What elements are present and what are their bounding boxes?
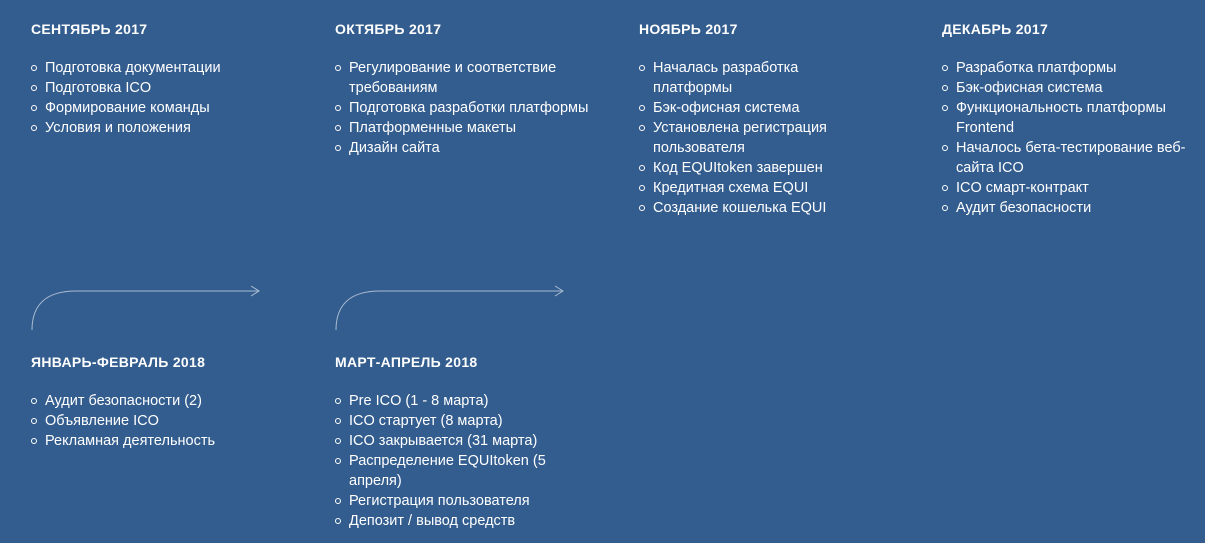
bullet-circle-icon (942, 205, 948, 211)
bullet-circle-icon (31, 125, 37, 131)
bullet-circle-icon (335, 398, 341, 404)
bullet-circle-icon (639, 185, 645, 191)
bullet-circle-icon (31, 65, 37, 71)
bullet-circle-icon (335, 458, 341, 464)
phase-item (639, 118, 854, 158)
phase-items (335, 391, 580, 531)
phase-item-text: Началось бета-тестирование веб-сайта ICO (956, 140, 1186, 176)
phase-item-text: Распределение EQUItoken (5 апреля) (349, 453, 546, 489)
phase-september-2017 (31, 20, 301, 138)
phase-item (335, 391, 580, 411)
phase-item (942, 198, 1187, 218)
phase-december-2017 (942, 20, 1187, 218)
phase-item (639, 158, 854, 178)
phase-item (639, 198, 854, 218)
phase-item (31, 78, 301, 98)
bullet-circle-icon (335, 145, 341, 151)
bullet-circle-icon (335, 65, 341, 71)
phase-item (335, 431, 580, 451)
phase-item-text: Установлена регистрация пользователя (653, 120, 827, 156)
phase-items (335, 58, 590, 158)
phase-item-text: Аудит безопасности (2) (45, 393, 202, 409)
phase-item-text: Дизайн сайта (349, 140, 440, 156)
phase-item (335, 451, 580, 491)
bullet-circle-icon (942, 145, 948, 151)
phase-item-text: ICO закрывается (31 марта) (349, 433, 538, 449)
phase-items (639, 58, 854, 218)
phase-item-text: Код EQUItoken завершен (653, 160, 823, 176)
phase-items (31, 58, 301, 138)
phase-item-text: Регулирование и соответствие требованиям (349, 60, 557, 96)
phase-title: МАРТ-АПРЕЛЬ 2018 (335, 354, 478, 370)
phase-item-text: Создание кошелька EQUI (653, 200, 827, 216)
bullet-circle-icon (639, 165, 645, 171)
phase-item (942, 138, 1187, 178)
phase-item-text: Бэк-офисная система (956, 80, 1103, 96)
phase-item (31, 98, 301, 118)
phase-item (31, 391, 301, 411)
phase-item (639, 178, 854, 198)
phase-october-2017 (335, 20, 590, 158)
phase-item-text: Кредитная схема EQUI (653, 180, 809, 196)
phase-items (31, 391, 301, 451)
bullet-circle-icon (31, 418, 37, 424)
phase-item-text: Подготовка разработки платформы (349, 100, 589, 116)
timeline-connector-arrow-icon (28, 280, 268, 335)
phase-item-text: Формирование команды (45, 100, 210, 116)
bullet-circle-icon (31, 105, 37, 111)
bullet-circle-icon (335, 418, 341, 424)
phase-item-text: Платформенные макеты (349, 120, 517, 136)
bullet-circle-icon (335, 498, 341, 504)
phase-item (942, 78, 1187, 98)
phase-item (31, 431, 301, 451)
phase-item (335, 118, 590, 138)
phase-item-text: Разработка платформы (956, 60, 1117, 76)
bullet-circle-icon (335, 105, 341, 111)
phase-title: ОКТЯБРЬ 2017 (335, 21, 442, 37)
phase-item (335, 491, 580, 511)
bullet-circle-icon (31, 398, 37, 404)
phase-item (31, 118, 301, 138)
bullet-circle-icon (31, 85, 37, 91)
bullet-circle-icon (639, 125, 645, 131)
phase-item (942, 178, 1187, 198)
phase-item-text: Объявление ICO (45, 413, 159, 429)
phase-november-2017 (639, 20, 854, 218)
phase-title: ДЕКАБРЬ 2017 (942, 21, 1049, 37)
phase-item-text: Подготовка ICO (45, 80, 152, 96)
phase-item-text: Регистрация пользователя (349, 493, 530, 509)
phase-march-april-2018 (335, 353, 580, 531)
phase-item (942, 98, 1187, 138)
bullet-circle-icon (639, 65, 645, 71)
phase-item-text: ICO смарт-контракт (956, 180, 1089, 196)
bullet-circle-icon (31, 438, 37, 444)
phase-item (335, 98, 590, 118)
bullet-circle-icon (942, 185, 948, 191)
phase-item-text: Началась разработка платформы (653, 60, 799, 96)
phase-item (639, 98, 854, 118)
phase-item (335, 511, 580, 531)
bullet-circle-icon (639, 205, 645, 211)
phase-item-text: Бэк-офисная система (653, 100, 800, 116)
phase-item-text: ICO стартует (8 марта) (349, 413, 503, 429)
phase-item-text: Условия и положения (45, 120, 191, 136)
phase-item (639, 58, 854, 98)
phase-item (31, 411, 301, 431)
phase-title: ЯНВАРЬ-ФЕВРАЛЬ 2018 (31, 354, 206, 370)
bullet-circle-icon (942, 65, 948, 71)
phase-items (942, 58, 1187, 218)
phase-item (335, 411, 580, 431)
bullet-circle-icon (942, 105, 948, 111)
bullet-circle-icon (639, 105, 645, 111)
phase-item-text: Подготовка документации (45, 60, 221, 76)
phase-item-text: Функциональность платформы Frontend (956, 100, 1166, 136)
phase-january-february-2018 (31, 353, 301, 451)
bullet-circle-icon (335, 438, 341, 444)
phase-item (31, 58, 301, 78)
phase-title: НОЯБРЬ 2017 (639, 21, 738, 37)
bullet-circle-icon (335, 125, 341, 131)
phase-item (335, 58, 590, 98)
phase-title: СЕНТЯБРЬ 2017 (31, 21, 148, 37)
bullet-circle-icon (335, 518, 341, 524)
bullet-circle-icon (942, 85, 948, 91)
phase-item-text: Рекламная деятельность (45, 433, 216, 449)
phase-item-text: Pre ICO (1 - 8 марта) (349, 393, 489, 409)
phase-item-text: Аудит безопасности (956, 200, 1092, 216)
phase-item-text: Депозит / вывод средств (349, 513, 516, 529)
phase-item (942, 58, 1187, 78)
phase-item (335, 138, 590, 158)
timeline-connector-arrow-icon (332, 280, 572, 335)
